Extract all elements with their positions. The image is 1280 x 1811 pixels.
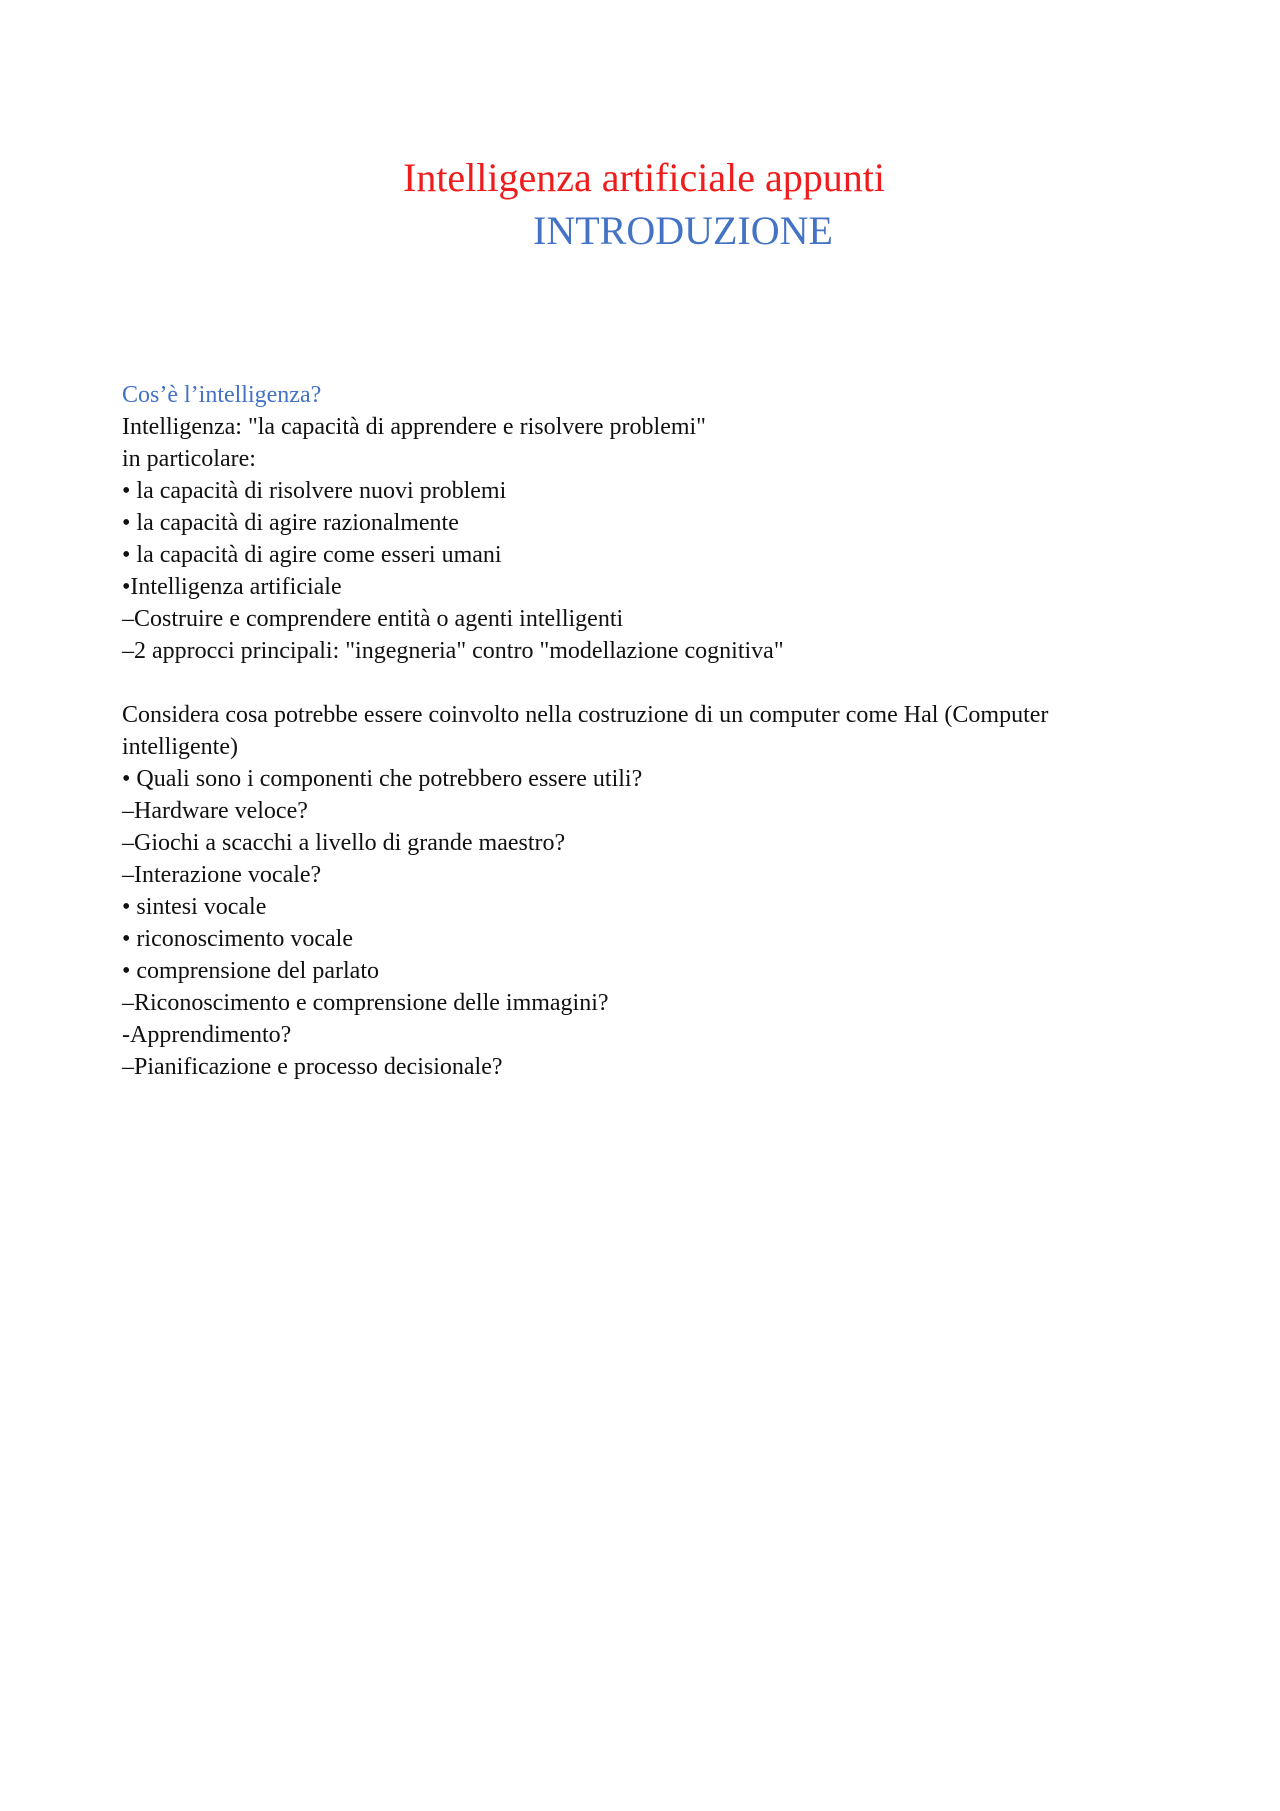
bullet-item: • la capacità di agire come esseri umani: [122, 542, 502, 568]
text-line: in particolare:: [122, 446, 256, 472]
dash-item: –Costruire e comprendere entità o agenti intelligenti: [122, 606, 624, 632]
document-subtitle: INTRODUZIONE: [533, 208, 833, 253]
bullet-item: • la capacità di risolvere nuovi problemi: [122, 478, 507, 504]
text-line: Intelligenza: "la capacità di apprendere e risolvere problemi": [122, 414, 706, 440]
dash-item: –Interazione vocale?: [122, 862, 322, 888]
section-heading: Cos’è l’intelligenza?: [122, 382, 322, 408]
bullet-item: • sintesi vocale: [122, 894, 267, 920]
bullet-item: • comprensione del parlato: [122, 958, 379, 984]
document-title: Intelligenza artificiale appunti: [403, 155, 885, 200]
dash-item: –Pianificazione e processo decisionale?: [122, 1054, 503, 1080]
dash-item: –Riconoscimento e comprensione delle immagini?: [122, 990, 609, 1016]
bullet-item: •Intelligenza artificiale: [122, 574, 342, 600]
paragraph-spacer: [122, 667, 1162, 699]
dash-item: –2 approcci principali: "ingegneria" contro "modellazione cognitiva": [122, 638, 784, 664]
dash-item: –Hardware veloce?: [122, 798, 308, 824]
bullet-item: • la capacità di agire razionalmente: [122, 510, 459, 536]
paragraph-text: Considera cosa potrebbe essere coinvolto nella costruzione di un computer come Hal (Computer intelligente): [122, 702, 1055, 760]
bullet-item: • riconoscimento vocale: [122, 926, 353, 952]
dash-item: -Apprendimento?: [122, 1022, 292, 1048]
document-body: [122, 379, 1162, 1083]
bullet-item: • Quali sono i componenti che potrebbero essere utili?: [122, 766, 643, 792]
dash-item: –Giochi a scacchi a livello di grande maestro?: [122, 830, 566, 856]
